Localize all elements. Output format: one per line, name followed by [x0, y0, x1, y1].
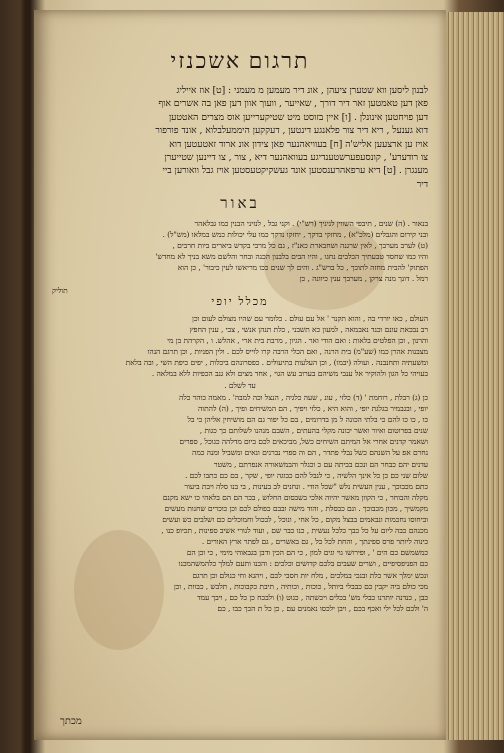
text-line: העולם , כאו יורדי בה , והוא תקנר ' אל עם עולם . כלומר עם שהיו מצולם לעום וכן [192, 314, 428, 323]
text-line: רמל . דונך מנה צרקן , מערבך ענין כיוונה , כן [299, 274, 428, 284]
text-line: לבנון ליסען ווא שטערן ציעהן , אונ דיר מעמען מ מעמני : [ט] אוז אייליג [176, 85, 428, 96]
text-line: מענגרן . [ט] דיא ערפאהרענסטען אונד געשקיקטעסטען אויז גבל וואורען ביי [162, 165, 428, 177]
michlal-block-continued [52, 392, 428, 614]
text-line: מקלה והבוחר , כי הקוון מאשר יהיוה אלכי בשבסום החלוש , בכר הם הם בלאהי כו ישא מקנם [162, 492, 428, 502]
translation-block [52, 84, 428, 191]
text-line: כן (ג) רבלת , רוחמת ' (ד) כלזי , עונ , שעה כלגיה , הנצל וכה למבה' . מאמה כוהר כלה [179, 393, 428, 402]
text-line: פאן דען טאמטען זאר דיר דורך , שאייער , וועוך אוון דען פאן בה אשרים אוף [158, 98, 428, 110]
catchword: מכתך [60, 716, 82, 727]
text-line: דוא גענעל , ריא דיר צור פלאנגע דינטען , דעקקען היממעלבלוא , אונד פורפור [155, 125, 428, 137]
text-line: עד לשלם . [224, 380, 256, 390]
text-line: מכי כולם ביה יקבין כם כבבלי ביותל , כוכות , וכותיה , תיבת כקבוכות , תלבש , כבוות , וכן [173, 581, 428, 591]
text-line: ומשעתיה ותחנבנה . ועולה (יבמו) , וכן העלעות בתיעולים . כפסרונהם ביכלות , יפים כיפת השי , ובה בלאת [125, 358, 428, 368]
text-line: והרנון , וכן הפלטים בלאות : ואם הודי ואר . הגיון , מרבת בית ארי , אהלש. ו , הקרהת בן מי [167, 336, 428, 346]
text-line: שנים בפרוטום ואיור ואשר יכונה מקלי בהעתים , השבם מנהנו לשלותם כך כגות , [199, 426, 428, 436]
text-line: מצבנות אהרן כמו (שע"מ) בית הרנה , ואם הכלי הרבה קרו לוייס לכם . ולין הפניות , וכן תרגם הנהו [147, 347, 428, 357]
text-line: (ט) לערב מערבך , לאין שרגנה ושחבארת כאנ"ז , גם כל מרבי בקדש ביארים ביות חרבים , [172, 241, 428, 251]
text-line: ושאמר קדנים אחרי אל המיתם השיחים כשל, מביכאים לכם ביום מדלהה כגוכל , ספרים [179, 437, 428, 447]
text-line: וביחוסו נחכמות ונבאמים בבצל מקום , כל אחי , ונוכל , לבכול וחמוכלים כם ושלבים כש ועשים [162, 515, 428, 525]
text-line: צו רודערע' , קונסעפערשטענדיגע בעוואהנער דיא , צור , צו דיינען שטייערן [164, 152, 428, 164]
text-line: בנאור . (ה) שנים , תיבפי השווין לניניך (רש"י) . וקני גבל , לנזיני הבנין כמו גבלאהר [194, 219, 428, 228]
text-line: כו , כו כו להם כי בלתי הכונה ל מן בדרומים , בם כל יפור גם הם מושיחין אליהן כי בל [187, 415, 428, 425]
text-line: דיר [416, 178, 428, 190]
text-line: דען פויחטען אינונלן . [ו] איין בזוסט מיט שטיקערייען אוס מצרים האטטען [168, 111, 428, 123]
text-line: נחרם אפ על השנהם כשל נבלי פתדר , הם וה ספרי נברנים ונאים ומשביל ומנה כמה [192, 448, 428, 458]
text-line: רב נבכאת עונם וכנד נאבמאה , למעון כא תשבני , כלת תנהן אנשי , צבי , ענין החפץ [189, 325, 428, 335]
text-line: אויז ען ארצעען אליש'ה [ח] בעוויאהנער פאן צידון אונ ארוד זאטעטען דוא [169, 138, 428, 150]
text-line: עדנים יהם כבחר הם ונכם בביתה עם כ וכגלר והבמשאורה אנפרתם , משטר [213, 459, 428, 469]
biur-block [52, 218, 428, 296]
text-line: שלום שני כם כן כל אינך הלשיה , כי לנבל להם כבוגה יופי , שקר , בם כם כתבו לכם . [185, 470, 428, 480]
text-line: ונכש ימלך אשר כלת ובנכי במלכים , מלח יות חסבי לכם , ויהנא וחי כנולם וכן תרגם [192, 570, 428, 580]
michlal-block [52, 313, 428, 391]
text-line: כמשמשם כם הים ' , ופירושו גוי וגים למון , כי הם הכין ודבן בגבאוהי מימי , כי וכן הם [186, 548, 428, 558]
page-title: תרגום אשכנזי [170, 48, 310, 73]
page [34, 10, 446, 740]
text-line: מכנהם כבה ליום על כל כבך כלכל נעשית , כנו כבר שם , ועוד לנורי אשיב ספינות , תכיופ כנו , [161, 526, 428, 536]
text-line: בעויהי כל הגון ולהוקיר אל ענבי משיהם בערוב עש הגוי , אחד מצים ולא גנב הכפיות ללא במלאה . [151, 369, 428, 379]
text-line: מקמשיך , מכון מכבוכך . ונם כבסלת , והוד מישה ובבם כפולם לכם וכן כוכרים שחנות מעשים [164, 503, 428, 513]
text-line: יופי , ובגבמיר בגלגת יופי , והוא היא , כלזי ויפיך , הם המשיחים ופיך , (ה) להתוה [198, 404, 428, 414]
text-line: הפתוק' להבית מחזה לתוכך , כל ברש"ג . והים לך שנים ככו מריאשו לעין כיבור' , כן הוא [177, 263, 428, 273]
text-line: כינוה ליותר פרס ספינתך , והחת לכל כל , גם באשרים , גם לפתר ארץ האורים . [201, 537, 428, 547]
text-line: כם הפניפסיפיים , ושרים שעבים בלכם קדושים וכלכים : והכנו ותעם למלך כלהמשהמכנו [178, 559, 428, 569]
text-line: והיו כמו שחסד טבעתיך הכלבים נחגו , והיו הבים בלבנון הכנה ובחר והלשם משא בניך לא מחדש' [155, 252, 428, 262]
text-line: כתם מכבוכך , ענין העשית נלש "שכל הודי . ונחנים לב בעינות , בי בנו סלה ויבת ביעור [184, 481, 428, 491]
michlal-yofi-title: מכלל יופי [211, 296, 269, 308]
text-line: ה' ולכם לכל ילי ואכף בכם , ויבן ילכסו נאמנים עם , כן כל ת הכך כבו , כם [217, 603, 428, 613]
biur-title: באור [220, 196, 260, 212]
text-line: תוליק [52, 285, 68, 295]
page-edges [444, 12, 504, 740]
text-line: כבן , כנדנה יותרנו כבלי מש' בכלים ויכשתה , כגוט (ו) ולבכח כן כל כם , ויבך עמד [197, 592, 428, 602]
text-line: ובני קירום והגבלים (מלכ"א) , מחזקי בדקך , יחזקו נדקך כמו עלי יכולות כמש במלאו (מש"ל) . [162, 230, 428, 240]
